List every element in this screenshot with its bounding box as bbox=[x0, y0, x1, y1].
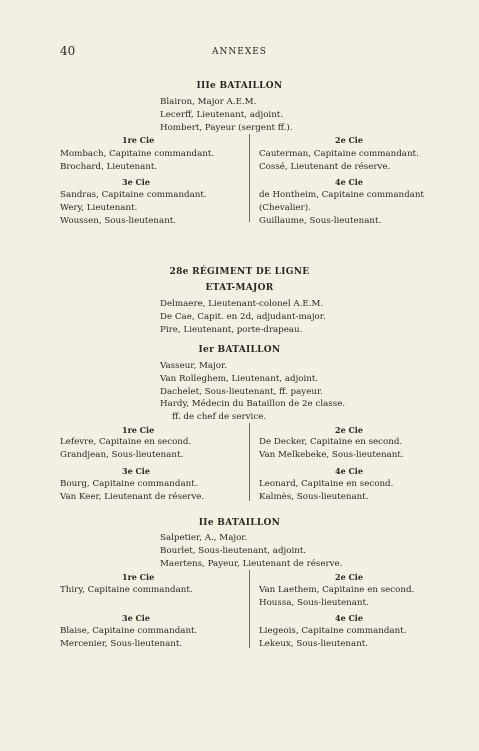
company-label: 1re Cie bbox=[122, 425, 155, 435]
company-label: 2e Cie bbox=[335, 572, 363, 582]
company-roster bbox=[259, 584, 414, 610]
column-divider bbox=[249, 134, 250, 222]
roster-line: Van Laethem, Capitaine en second. bbox=[259, 585, 415, 595]
roster-line: Mercenier, Sous-lieutenant. bbox=[60, 638, 183, 649]
running-title: ANNEXES bbox=[212, 47, 267, 57]
company-roster bbox=[259, 148, 419, 174]
roster-line: Leonard, Capitaine en second. bbox=[259, 479, 394, 489]
company-label: 1re Cie bbox=[122, 135, 155, 145]
staff-line: Lecerff, Lieutenant, adjoint. bbox=[160, 109, 284, 120]
roster-line: Lekeux, Sous-lieutenant. bbox=[259, 638, 369, 649]
staff-line: Dachelet, Sous-lieutenant, ff. payeur. bbox=[160, 386, 323, 397]
company-label: 4e Cie bbox=[335, 466, 363, 476]
staff-line: Hardy, Médecin du Bataillon de 2e classe. bbox=[160, 399, 346, 410]
company-roster bbox=[259, 189, 424, 227]
roster-line: Blaise, Capitaine commandant. bbox=[60, 626, 198, 636]
bataillon-2-staff bbox=[160, 532, 342, 570]
roster-line: Wery, Lieutenant. bbox=[60, 202, 138, 213]
roster-line: Van Melkebeke, Sous-lieutenant. bbox=[259, 449, 404, 460]
bataillon-1-title: Ier BATAILLON bbox=[198, 345, 281, 355]
staff-line: Hombert, Payeur (sergent ff.). bbox=[160, 122, 293, 133]
staff-line: Maertens, Payeur, Lieutenant de réserve. bbox=[160, 558, 343, 569]
staff-line: Pire, Lieutenant, porte-drapeau. bbox=[160, 324, 303, 335]
roster-line: Guillaume, Sous-lieutenant. bbox=[259, 215, 382, 226]
etat-major-staff bbox=[160, 298, 326, 336]
company-roster bbox=[60, 584, 193, 597]
column-divider bbox=[249, 423, 250, 501]
roster-line: Bourg, Capitaine commandant. bbox=[60, 479, 198, 489]
company-label: 4e Cie bbox=[335, 613, 363, 623]
staff-line: Delmaere, Lieutenant-colonel A.E.M. bbox=[160, 299, 324, 309]
roster-line: Liegeois, Capitaine commandant. bbox=[259, 626, 407, 636]
company-label: 3e Cie bbox=[122, 613, 150, 623]
company-roster bbox=[259, 436, 404, 462]
company-label: 3e Cie bbox=[122, 466, 150, 476]
roster-line: Woussen, Sous-lieutenant. bbox=[60, 215, 177, 226]
roster-line: de Hontheim, Capitaine commandant bbox=[259, 190, 424, 200]
staff-line: Van Rolleghem, Lieutenant, adjoint. bbox=[160, 373, 319, 384]
company-label: 2e Cie bbox=[335, 425, 363, 435]
company-roster bbox=[60, 625, 197, 651]
company-roster bbox=[259, 625, 406, 651]
roster-line: Sandras, Capitaine commandant. bbox=[60, 190, 207, 200]
company-label: 4e Cie bbox=[335, 177, 363, 187]
regiment-title: 28e RÉGIMENT DE LIGNE bbox=[169, 267, 310, 277]
company-roster bbox=[60, 189, 207, 227]
roster-line: Lefevre, Capitaine en second. bbox=[60, 437, 192, 447]
bataillon-3-staff bbox=[160, 96, 293, 134]
roster-line: Kalmès, Sous-lieutenant. bbox=[259, 491, 369, 502]
roster-line: Grandjean, Sous-lieutenant. bbox=[60, 449, 184, 460]
column-divider bbox=[249, 570, 250, 648]
etat-major-title: ETAT-MAJOR bbox=[205, 283, 274, 293]
company-label: 1re Cie bbox=[122, 572, 155, 582]
company-label: 3e Cie bbox=[122, 177, 150, 187]
roster-line: De Decker, Capitaine en second. bbox=[259, 437, 403, 447]
staff-line: Bourlet, Sous-lieutenant, adjoint. bbox=[160, 545, 307, 556]
roster-line: Van Keer, Lieutenant de réserve. bbox=[60, 491, 205, 502]
company-label: 2e Cie bbox=[335, 135, 363, 145]
roster-line: Thiry, Capitaine commandant. bbox=[60, 585, 193, 595]
staff-line: Vasseur, Major. bbox=[160, 361, 227, 371]
roster-line: Cauterman, Capitaine commandant. bbox=[259, 149, 419, 159]
roster-line: Cossé, Lieutenant de réserve. bbox=[259, 161, 391, 172]
company-roster bbox=[60, 148, 214, 174]
roster-line: (Chevalier). bbox=[259, 202, 311, 213]
staff-line: De Cae, Capit. en 2d, adjudant-major. bbox=[160, 311, 326, 322]
staff-line: Blairon, Major A.E.M. bbox=[160, 97, 257, 107]
bataillon-3-title: IIIe BATAILLON bbox=[196, 81, 283, 91]
roster-line: Mombach, Capitaine commandant. bbox=[60, 149, 215, 159]
company-roster bbox=[259, 478, 393, 504]
bataillon-1-staff bbox=[160, 360, 345, 424]
staff-line: ff. de chef de service. bbox=[172, 412, 267, 423]
roster-line: Houssa, Sous-lieutenant. bbox=[259, 597, 369, 608]
company-roster bbox=[60, 478, 204, 504]
staff-line: Salpetier, A., Major. bbox=[160, 533, 248, 543]
bataillon-2-title: IIe BATAILLON bbox=[198, 518, 281, 528]
roster-line: Brochard, Lieutenant. bbox=[60, 161, 158, 172]
company-roster bbox=[60, 436, 191, 462]
page-number: 40 bbox=[60, 44, 76, 58]
